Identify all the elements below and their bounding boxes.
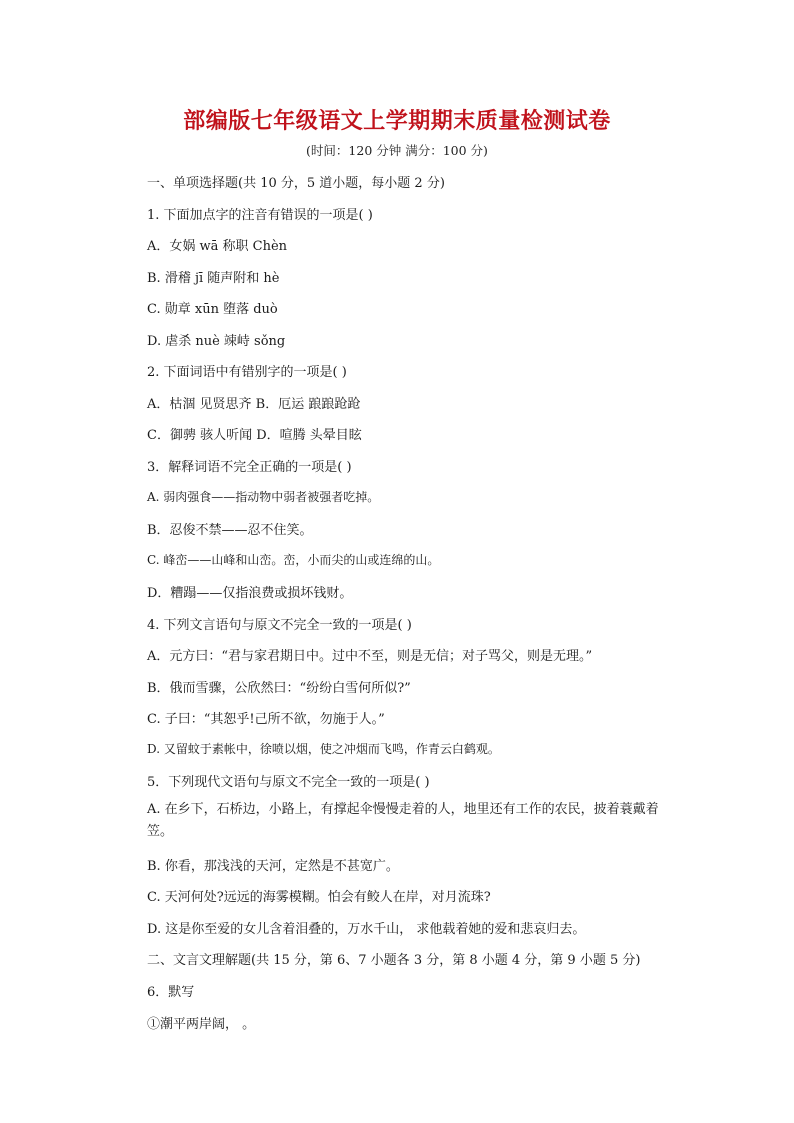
- question-3-option-d: D．糟蹋——仅指浪费或损坏钱财。: [147, 586, 353, 601]
- question-5-option-a: A. 在乡下，石桥边，小路上，有撑起伞慢慢走着的人，地里还有工作的农民，披着蓑戴着笠。: [147, 802, 659, 839]
- section-heading-multiple-choice: 一、单项选择题(共 10 分，5 道小题，每小题 2 分): [147, 176, 445, 191]
- question-2-options-cd: C．御骋 骇人听闻 D．喧腾 头晕目眩: [147, 428, 362, 443]
- question-4-option-a: A．元方曰：“君与家君期日中。过中不至，则是无信；对子骂父，则是无理。”: [147, 649, 593, 664]
- question-6-stem: 6．默写: [147, 985, 195, 1000]
- question-1-option-b: B. 滑稽 jī 随声附和 hè: [147, 271, 280, 286]
- question-3-option-a: A. 弱肉强食——指动物中弱者被强者吃掉。: [147, 490, 380, 504]
- question-3-option-c: C. 峰峦——山峰和山峦。峦，小而尖的山或连绵的山。: [147, 553, 440, 567]
- question-4-stem: 4. 下列文言语句与原文不完全一致的一项是( ): [147, 618, 412, 633]
- question-1-option-d: D. 虐杀 nuè 竦峙 sǒng: [147, 334, 286, 349]
- question-5-option-b: B. 你看，那浅浅的天河，定然是不甚宽广。: [147, 859, 399, 874]
- question-3-option-b: B．忍俊不禁——忍不住笑。: [147, 523, 313, 538]
- question-1-option-c: C. 勋章 xūn 堕落 duò: [147, 302, 278, 317]
- question-2-stem: 2. 下面词语中有错别字的一项是( ): [147, 365, 347, 380]
- question-5-stem: 5．下列现代文语句与原文不完全一致的一项是( ): [147, 775, 430, 790]
- question-4-option-b: B．俄而雪骤，公欣然曰：“纷纷白雪何所似?”: [147, 681, 411, 696]
- question-2-options-ab: A．枯涸 见贤思齐 B．厄运 踉踉跄跄: [147, 397, 361, 412]
- exam-time-score: (时间：120 分钟 满分：100 分): [306, 143, 488, 158]
- section-heading-classical-chinese: 二、文言文理解题(共 15 分，第 6、7 小题各 3 分，第 8 小题 4 分，第 9 小题 5 分): [147, 953, 641, 968]
- question-5-option-d: D. 这是你至爱的女儿含着泪叠的，万水千山， 求他载着她的爱和悲哀归去。: [147, 922, 586, 937]
- question-1-stem: 1. 下面加点字的注音有错误的一项是( ): [147, 208, 373, 223]
- question-1-option-a: A．女娲 wā 称职 Chèn: [147, 239, 288, 254]
- question-6-item-1: ①潮平两岸阔， 。: [147, 1017, 256, 1032]
- question-3-stem: 3．解释词语不完全正确的一项是( ): [147, 460, 352, 475]
- question-5-option-c: C. 天河何处?远远的海雾模糊。怕会有鲛人在岸，对月流珠?: [147, 890, 491, 905]
- question-4-option-d: D. 又留蚊于素帐中，徐喷以烟，使之冲烟而飞鸣，作青云白鹤观。: [147, 742, 500, 756]
- page-title: 部编版七年级语文上学期期末质量检测试卷: [183, 109, 611, 134]
- question-4-option-c: C. 子曰：“其恕乎!己所不欲，勿施于人。”: [147, 712, 385, 727]
